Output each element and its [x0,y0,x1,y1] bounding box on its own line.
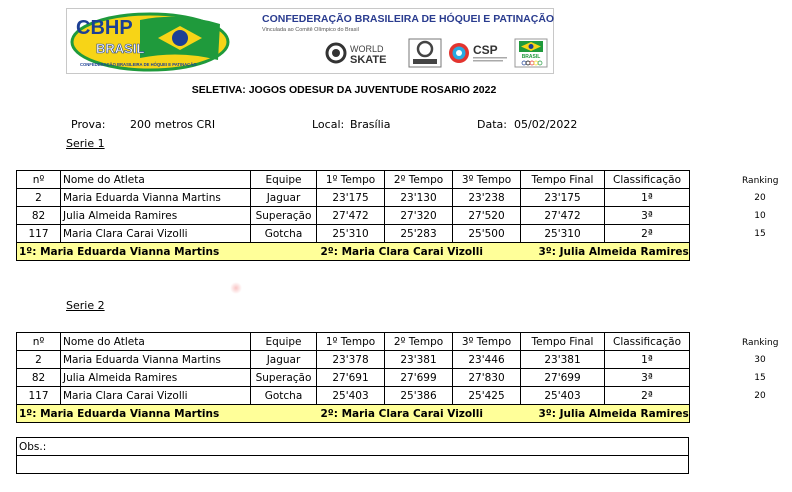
podium-row [17,405,690,423]
ranking-value: 30 [754,355,766,365]
cell-class: 2ª [605,387,690,405]
logo-ring-text: CONFEDERAÇÃO BRASILEIRA DE HÓQUEI E PATINAÇÃO [80,62,197,67]
cell-t2: 27'320 [385,207,453,225]
cell-final: 23'381 [521,351,605,369]
col-team: Equipe [251,333,317,351]
cell-name: Julia Almeida Ramires [61,207,251,225]
cell-t1: 25'403 [317,387,385,405]
col-team: Equipe [251,171,317,189]
col-name: Nome do Atleta [61,333,251,351]
cell-team: Superação [251,207,317,225]
table-row [17,207,690,225]
podium-third: 3º: Julia Almeida Ramires [521,243,690,261]
logo-sub: BRASIL [96,41,145,56]
world-skate-line1: WORLD [350,44,384,54]
cell-t1: 23'378 [317,351,385,369]
cell-t2: 23'130 [385,189,453,207]
col-class: Classificação [605,171,690,189]
cell-class: 2ª [605,225,690,243]
cell-t3: 27'830 [453,369,521,387]
ranking-value: 20 [754,391,766,401]
cell-t2: 25'386 [385,387,453,405]
cell-final: 23'175 [521,189,605,207]
podium-first: 1º: Maria Eduarda Vianna Martins [17,243,317,261]
col-t3: 3º Tempo [453,333,521,351]
col-t2: 2º Tempo [385,171,453,189]
cell-t1: 25'310 [317,225,385,243]
cell-num: 82 [17,369,61,387]
podium-third: 3º: Julia Almeida Ramires [521,405,690,423]
col-final: Tempo Final [521,333,605,351]
cell-team: Jaguar [251,189,317,207]
ranking-value: 15 [754,373,766,383]
world-skate-america-logo [408,38,442,68]
prova-value: 200 metros CRI [130,118,216,131]
cell-t3: 23'238 [453,189,521,207]
podium-second: 2º: Maria Clara Carai Vizolli [317,405,521,423]
obs-line [17,456,689,474]
cell-class: 1ª [605,351,690,369]
cell-num: 2 [17,351,61,369]
ranking-header: Ranking [742,176,779,186]
cell-num: 117 [17,225,61,243]
table-row [17,369,690,387]
brasil-olympic-logo [514,38,548,68]
cell-final: 25'403 [521,387,605,405]
cell-name: Maria Eduarda Vianna Martins [61,189,251,207]
serie-2-table [16,332,690,423]
col-t2: 2º Tempo [385,333,453,351]
serie-1-title: Serie 1 [66,137,105,150]
org-title: CONFEDERAÇÃO BRASILEIRA DE HÓQUEI E PATINAÇÃO [262,13,555,25]
cell-num: 2 [17,189,61,207]
cell-t2: 23'381 [385,351,453,369]
col-t3: 3º Tempo [453,171,521,189]
cell-name: Maria Clara Carai Vizolli [61,387,251,405]
cell-t3: 27'520 [453,207,521,225]
cell-t3: 23'446 [453,351,521,369]
cell-final: 27'699 [521,369,605,387]
table-header-row [17,171,690,189]
cell-team: Superação [251,369,317,387]
table-row [17,189,690,207]
cell-team: Gotcha [251,225,317,243]
table-row [17,225,690,243]
cell-team: Jaguar [251,351,317,369]
col-name: Nome do Atleta [61,171,251,189]
cell-t3: 25'500 [453,225,521,243]
cell-class: 3ª [605,369,690,387]
prova-label: Prova: [71,118,106,131]
brasil-text: BRASIL [521,54,541,60]
cell-name: Maria Eduarda Vianna Martins [61,351,251,369]
ranking-value: 15 [754,229,766,239]
col-t1: 1º Tempo [317,171,385,189]
table-row [17,387,690,405]
cell-team: Gotcha [251,387,317,405]
table-header-row [17,333,690,351]
cell-t1: 27'472 [317,207,385,225]
cbhp-logo [70,10,230,72]
ranking-value: 20 [754,193,766,203]
csp-logo [448,40,510,66]
cell-final: 27'472 [521,207,605,225]
serie-1-table [16,170,690,261]
col-num: nº [17,333,61,351]
world-skate-logo [324,40,404,66]
col-t1: 1º Tempo [317,333,385,351]
col-final: Tempo Final [521,171,605,189]
cell-t3: 25'425 [453,387,521,405]
data-label: Data: [477,118,507,131]
cell-name: Maria Clara Carai Vizolli [61,225,251,243]
cell-num: 117 [17,387,61,405]
cell-t1: 27'691 [317,369,385,387]
col-class: Classificação [605,333,690,351]
cell-num: 82 [17,207,61,225]
cell-class: 1ª [605,189,690,207]
serie-2-title: Serie 2 [66,299,105,312]
org-subtitle: Vinculada ao Comitê Olímpico do Brasil [262,27,359,33]
cell-final: 25'310 [521,225,605,243]
ranking-value: 10 [754,211,766,221]
logo-text: CBHP [76,17,133,39]
world-skate-line2: SKATE [350,54,387,66]
ranking-header: Ranking [742,338,779,348]
obs-label: Obs.: [17,438,689,456]
col-num: nº [17,171,61,189]
podium-row [17,243,690,261]
cell-class: 3ª [605,207,690,225]
stray-mark [230,282,242,294]
csp-text: CSP [473,43,498,57]
podium-second: 2º: Maria Clara Carai Vizolli [317,243,521,261]
table-row [17,351,690,369]
local-label: Local: [312,118,345,131]
podium-first: 1º: Maria Eduarda Vianna Martins [17,405,317,423]
cell-t2: 25'283 [385,225,453,243]
cell-name: Julia Almeida Ramires [61,369,251,387]
obs-table [16,437,689,474]
cell-t2: 27'699 [385,369,453,387]
data-value: 05/02/2022 [514,118,578,131]
event-title: SELETIVA: JOGOS ODESUR DA JUVENTUDE ROSARIO 2022 [191,84,497,96]
local-value: Brasília [350,118,391,131]
cell-t1: 23'175 [317,189,385,207]
